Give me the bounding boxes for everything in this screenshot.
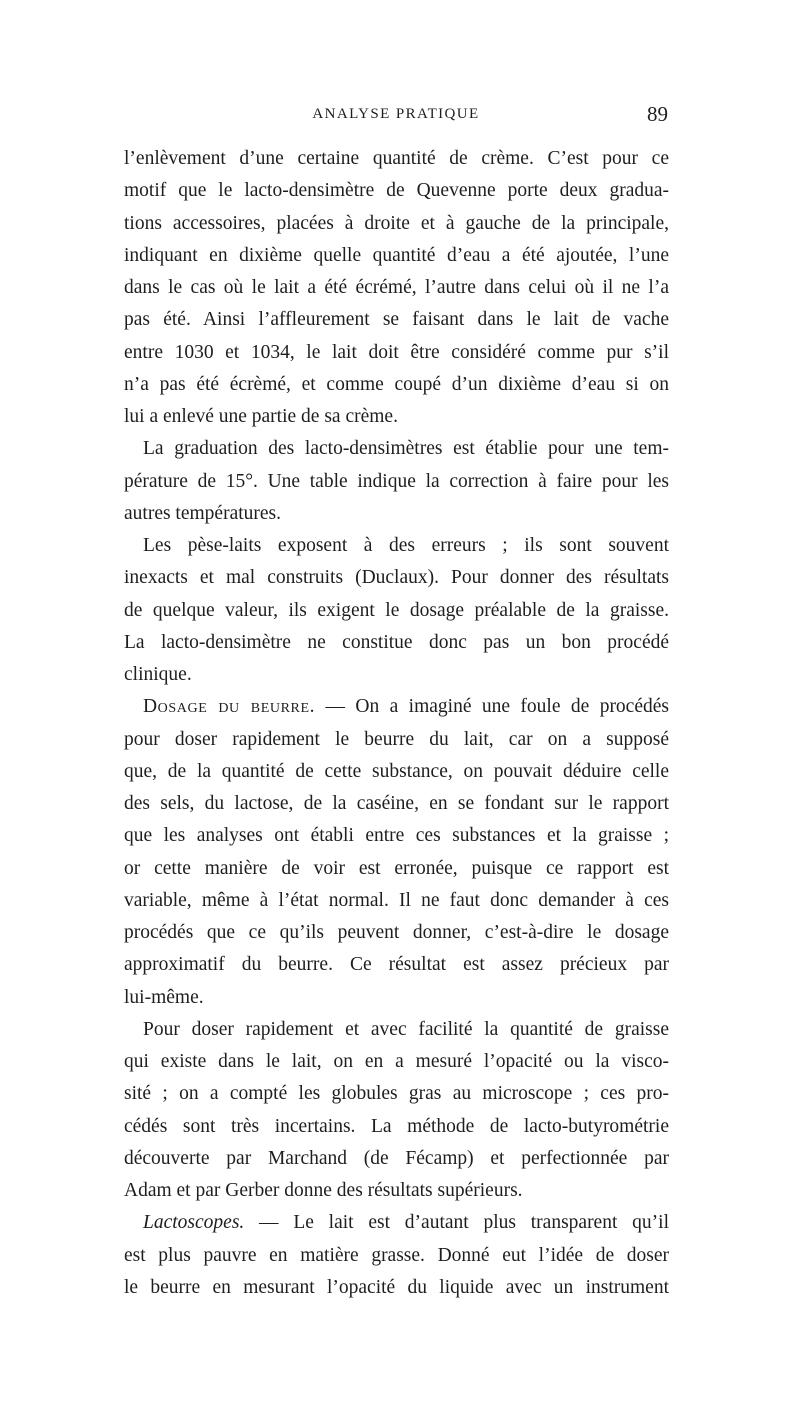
text-line: que, de la quantité de cette substance, on pouvait déduire celle [124, 760, 669, 782]
text-line: Les pèse-laits exposent à des erreurs ; ils sont souvent [143, 535, 669, 556]
text-line: des sels, du lactose, de la caséine, en se fondant sur le rapport [124, 793, 669, 814]
text-line: procédés que ce qu’ils peuvent donner, c’est-à-dire le dosage [124, 922, 669, 943]
section-heading: Dosage du beurre. [143, 696, 316, 718]
running-head [124, 102, 668, 130]
text-line: tions accessoires, placées à droite et à gauche de la principale, [124, 212, 669, 234]
text-line: approximatif du beurre. Ce résultat est assez précieux par [124, 954, 669, 976]
text-line: clinique. [124, 664, 192, 685]
text-line: Pour doser rapidement et avec facilité la quantité de graisse [143, 1018, 669, 1040]
section-heading-line [124, 1207, 669, 1239]
text-line: Adam et par Gerber donne des résultats supérieurs. [124, 1180, 523, 1201]
text-line: le beurre en mesurant l’opacité du liquide avec un instrument [124, 1276, 669, 1298]
text-line: autres températures. [124, 502, 282, 524]
text-line: pour doser rapidement le beurre du lait, car on a supposé [124, 728, 669, 750]
page-number: 89 [647, 102, 668, 126]
text-line: est plus pauvre en matière grasse. Donné eut l’idée de doser [124, 1244, 669, 1266]
text-line: sité ; on a compté les globules gras au microscope ; ces pro- [124, 1083, 669, 1105]
text-fragment: — Le lait est d’autant plus transparent qu’il [244, 1212, 669, 1234]
text-fragment: — On a imaginé une foule de procédés [315, 696, 669, 718]
text-line: pas été. Ainsi l’affleurement se faisant dans le lait de vache [124, 309, 669, 331]
text-line: n’a pas été écrèmé, et comme coupé d’un dixième d’eau si on [124, 373, 669, 395]
text-line: lui-même. [124, 986, 204, 1008]
text-line: La lacto-densimètre ne constitue donc pas un bon procédé [124, 631, 669, 653]
text-line: qui existe dans le lait, on en a mesuré l’opacité ou la visco- [124, 1051, 669, 1072]
text-line: dans le cas où le lait a été écrémé, l’autre dans celui où il ne l’a [124, 277, 669, 298]
text-line: motif que le lacto-densimètre de Quevenne porte deux gradua- [124, 180, 669, 202]
text-line: de quelque valeur, ils exigent le dosage préalable de la graisse. [124, 599, 669, 621]
text-line: découverte par Marchand (de Fécamp) et perfectionnée par [124, 1147, 669, 1169]
body-text [124, 143, 669, 1304]
section-heading-line [124, 691, 669, 723]
text-line: cédés sont très incertains. La méthode de lacto-butyrométrie [124, 1115, 669, 1137]
section-heading: Lactoscopes. [143, 1212, 245, 1234]
running-title: ANALYSE PRATIQUE [312, 106, 480, 122]
text-line: pérature de 15°. Une table indique la correction à faire pour les [124, 470, 669, 492]
text-line: variable, même à l’état normal. Il ne faut donc demander à ces [124, 889, 669, 911]
text-line: inexacts et mal construits (Duclaux). Pour donner des résultats [124, 567, 669, 589]
text-line: or cette manière de voir est erronée, puisque ce rapport est [124, 857, 669, 879]
text-line: entre 1030 et 1034, le lait doit être considéré comme pur s’il [124, 341, 669, 363]
text-line: La graduation des lacto-densimètres est établie pour une tem- [143, 438, 669, 460]
text-line: que les analyses ont établi entre ces substances et la graisse ; [124, 825, 669, 847]
text-line: l’enlèvement d’une certaine quantité de crème. C’est pour ce [124, 148, 669, 169]
text-line: indiquant en dixième quelle quantité d’eau a été ajoutée, l’une [124, 244, 669, 266]
text-line: lui a enlevé une partie de sa crème. [124, 406, 398, 427]
